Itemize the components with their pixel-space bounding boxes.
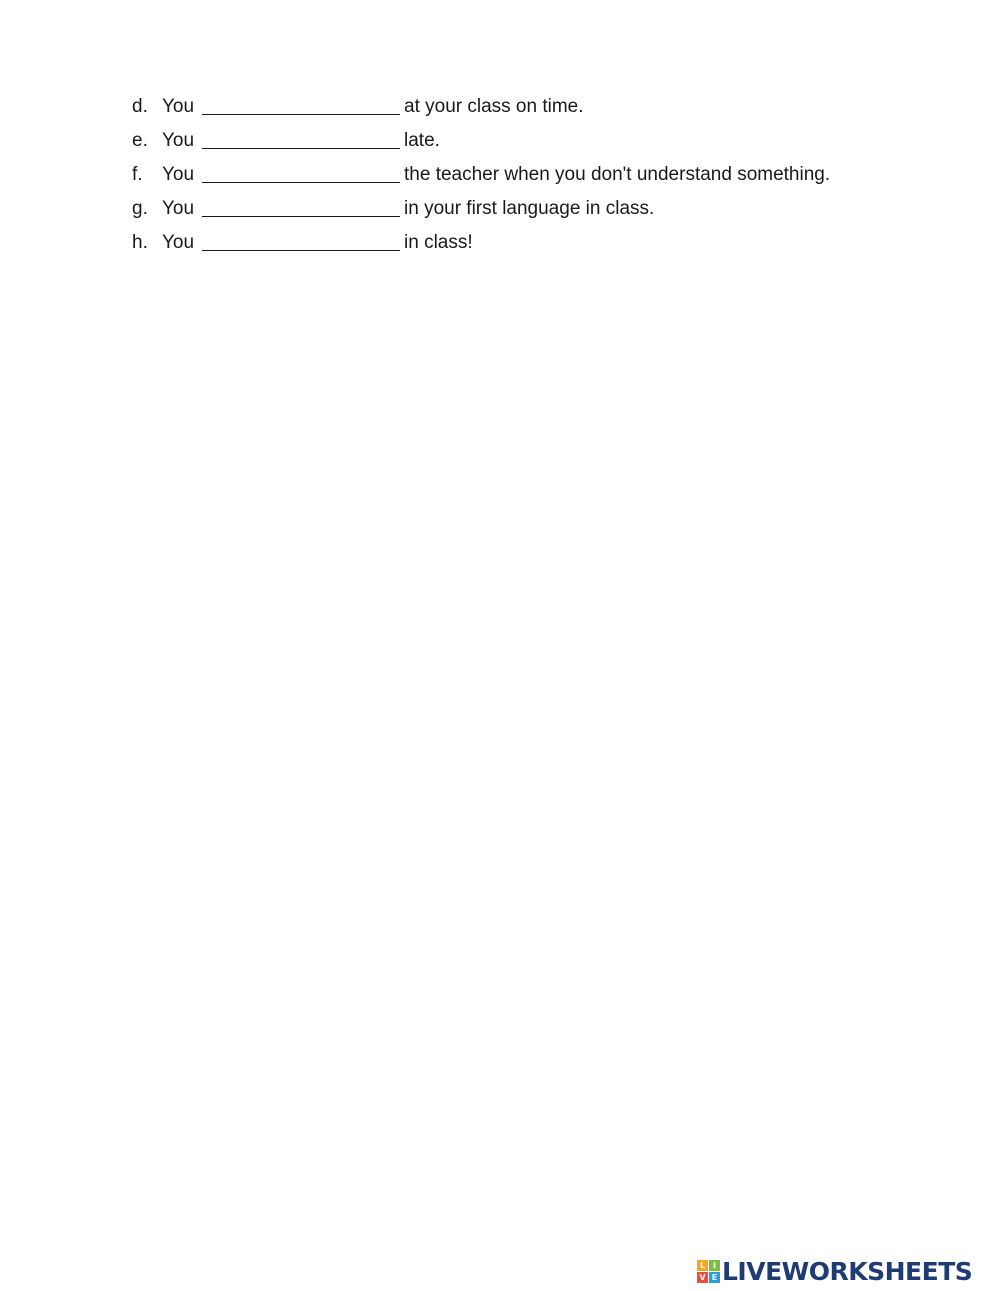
logo-tile: E (709, 1272, 720, 1283)
answer-blank[interactable] (202, 182, 400, 183)
logo-tile: L (697, 1260, 708, 1271)
item-letter: e. (132, 130, 148, 151)
item-text: at your class on time. (404, 96, 584, 117)
item-text: in class! (404, 232, 473, 253)
logo-tile: V (697, 1272, 708, 1283)
item-subject: You (162, 232, 195, 253)
item-subject: You (162, 164, 195, 185)
answer-blank[interactable] (202, 148, 400, 149)
item-subject: You (162, 130, 195, 151)
item-letter: h. (132, 232, 148, 253)
liveworksheets-logo (697, 1256, 972, 1286)
item-text: in your first language in class. (404, 198, 655, 219)
item-letter: f. (132, 164, 143, 185)
item-text: late. (404, 130, 440, 151)
answer-blank[interactable] (202, 250, 400, 251)
answer-blank[interactable] (202, 216, 400, 217)
answer-blank[interactable] (202, 114, 400, 115)
logo-tile: I (709, 1260, 720, 1271)
item-letter: g. (132, 198, 148, 219)
item-text: the teacher when you don't understand something. (404, 164, 831, 185)
logo-mark-icon (697, 1260, 720, 1283)
item-subject: You (162, 96, 195, 117)
item-letter: d. (132, 96, 148, 117)
logo-text: LIVEWORKSHEETS (722, 1256, 973, 1286)
item-subject: You (162, 198, 195, 219)
